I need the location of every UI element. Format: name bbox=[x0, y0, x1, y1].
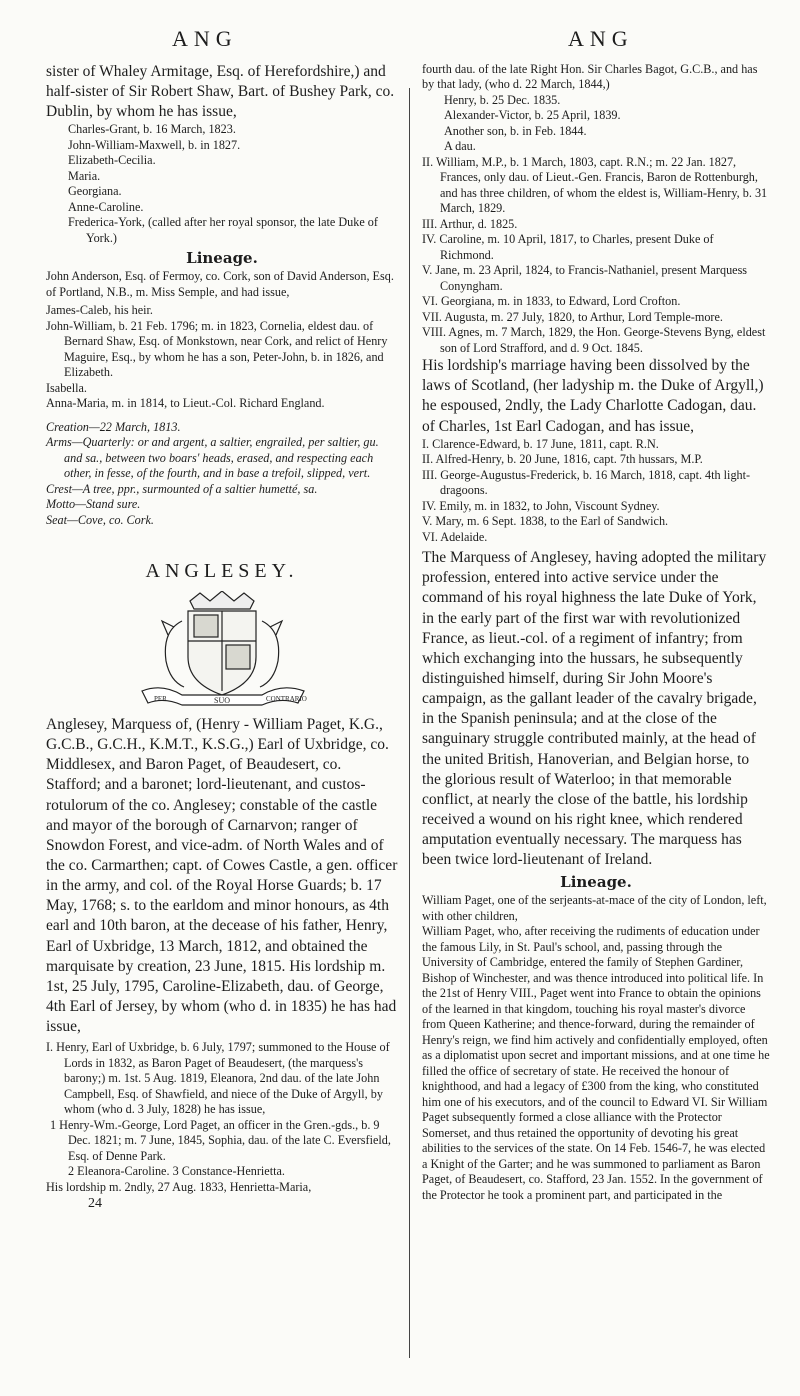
issue-entry: I. Henry, Earl of Uxbridge, b. 6 July, 1797; summoned to the House of Lords in 1832, as Baron Paget of Beaudesert, (the marquess's barony;) m. 1st. 5 Aug. 1819, Eleanora, 2nd dau. of the late John Campbell, Esq. of Shawfield, and niece of the Duke of Argyll, by whom (who d. 3 July, 1828) he has issue, bbox=[46, 1040, 390, 1117]
lineage-heading: Lineage. bbox=[186, 249, 258, 268]
left-column bbox=[46, 62, 398, 1213]
motto-line: Motto—Stand sure. bbox=[46, 497, 141, 512]
running-head-right: ANG bbox=[568, 26, 634, 51]
list-item: Another son, b. in Feb. 1844. bbox=[444, 123, 587, 138]
career-paragraph: The Marquess of Anglesey, having adopted the military profession, entered into active service under the command of his royal highness the late Duke of York, in the early part of the first war with revolutionized France, as lieut.-col. of a regiment of infantry; from which exchanging into the hussars, he subsequently distinguished himself, during Sir John Moore's campaign, as the gallant leader of the cavalry brigade, in the Spanish peninsula; and at the close of the sanguinary struggle contributed mainly, at the head of the united British, Hanoverian, and Belgian horse, to the glorious result of Waterloo; in that memorable conflict, at nearly the close of the battle, his lordship received a wound on his right knee, which rendered amputation eventually necessary. The marquess has been twice lord-lieutenant of Ireland. bbox=[422, 549, 767, 869]
arms-line: Arms—Quarterly: or and argent, a saltier, engrailed, per saltier, gu. and sa., between two boars' heads, erased, and respecting each other, in fesse, of the fourth, and in base a trefoil, slipped, vert. bbox=[46, 435, 379, 481]
issue-sub-entry: 2 Eleanora-Caroline. 3 Constance-Henrietta. bbox=[68, 1164, 285, 1179]
column-divider bbox=[409, 88, 410, 1358]
list-item: VI. Adelaide. bbox=[422, 529, 488, 544]
list-item: Alexander-Victor, b. 25 April, 1839. bbox=[444, 108, 621, 123]
motto-word-left: PER bbox=[154, 695, 167, 704]
list-item: Anne-Caroline. bbox=[68, 199, 144, 214]
seat-line: Seat—Cove, co. Cork. bbox=[46, 512, 154, 527]
continuation-children bbox=[422, 93, 770, 155]
lineage-paragraph: William Paget, who, after receiving the rudiments of education under the famous Lily, in St. Paul's school, and, passing through the University of Cambridge, entered the family of Stephen Gardiner, Bishop of Winchester, and was thence introduced into political life. In the 21st of Henry VIII., Paget went into France to obtain the opinions of the learned in that kingdom, touching his royal master's divorce from Queen Katherine; and thence-forward, during the remainder of Henry's reign, we find him actively and confidentially employed, often as a diplomatist upon secret and important missions, and at one time he filled the office of secretary of state. He received the honour of knighthood, and had a legacy of £300 from the king, who constituted him one of his executors, and of the council to Edward VI. Sir William Paget subsequently formed a close alliance with the Protector Somerset, and thus retained the opportunity of devoting his great abilities to the services of the state. On 14 Feb. 1546-7, he was elected a Knight of the Garter; and he was summoned to parliament as Baron Paget, of Beaudesert, co. Stafford, 23 Jan. 1552. In the government of the Protector he took a prominent part, and participated in the bbox=[422, 924, 770, 1202]
second-marriage-paragraph: His lordship's marriage having been dissolved by the laws of Scotland, (her ladyship m. the Duke of Argyll,) he espoused, 2ndly, the Lady Charlotte Cadogan, dau. of Charles, 1st Earl Cadogan, and has issue, bbox=[422, 357, 764, 435]
crown-icon bbox=[190, 591, 254, 609]
list-item: Isabella. bbox=[46, 380, 87, 395]
list-item: IV. Emily, m. in 1832, to John, Viscount Sydney. bbox=[422, 498, 660, 513]
list-item: V. Jane, m. 23 April, 1824, to Francis-Nathaniel, present Marquess Conyngham. bbox=[422, 263, 748, 293]
issue-continuation: His lordship m. 2ndly, 27 Aug. 1833, Henrietta-Maria, bbox=[46, 1179, 312, 1194]
list-item: VI. Georgiana, m. in 1833, to Edward, Lord Crofton. bbox=[422, 294, 681, 309]
children-list bbox=[46, 303, 398, 411]
list-item: Elizabeth-Cecilia. bbox=[68, 153, 156, 168]
list-item: II. Alfred-Henry, b. 20 June, 1816, capt. 7th hussars, M.P. bbox=[422, 452, 703, 467]
list-item: III. Arthur, d. 1825. bbox=[422, 216, 518, 231]
anglesey-main-paragraph: Anglesey, Marquess of, (Henry - William Paget, K.G., G.C.B., G.C.H., K.M.T., K.S.G.,) Earl of Uxbridge, co. Middlesex, and Baron Paget, of Beaudesert, co. Stafford; and a baronet; lord-lieutenant, and custos-rotulorum of the co. Anglesey; constable of the castle and mayor of the borough of Carnarvon; ranger of Snowdon Forest, and vice-adm. of North Wales and of the co. Carmarthen; capt. of Cowes Castle, a gen. officer in the army, and col. of the Royal Horse Guards; b. 17 May, 1768; s. to the earldom and minor honours, as 4th earl and 10th baron, at the decease of his father, Henry, Earl of Uxbridge, 13 March, 1812, and obtained the marquisate by creation, 23 June, 1815. His lordship m. 1st, 25 July, 1795, Caroline-Elizabeth, dau. of George, 4th Earl of Jersey, by whom (who d. in 1835) he has had issue, bbox=[46, 716, 398, 1036]
list-item: Maria. bbox=[68, 168, 101, 183]
list-item: I. Clarence-Edward, b. 17 June, 1811, capt. R.N. bbox=[422, 436, 659, 451]
list-item: VIII. Agnes, m. 7 March, 1829, the Hon. George-Stevens Byng, eldest son of Lord Strafford, and d. 9 Oct. 1845. bbox=[422, 325, 766, 355]
coat-of-arms-illustration bbox=[122, 591, 322, 709]
crest-line: Crest—A tree, ppr., surmounted of a saltier humetté, sa. bbox=[46, 481, 318, 496]
heraldry-block bbox=[46, 420, 398, 528]
list-item: IV. Caroline, m. 10 April, 1817, to Charles, present Duke of Richmond. bbox=[422, 232, 714, 262]
creation-line: Creation—22 March, 1813. bbox=[46, 419, 181, 434]
right-column bbox=[422, 62, 770, 1203]
list-item: John-William, b. 21 Feb. 1796; m. in 1823, Cornelia, eldest dau. of Bernard Shaw, Esq. of Monkstown, near Cork, and relict of Henry Maguire, Esq., by whom he has a son, Peter-John, b. in 1826, and Elizabeth. bbox=[46, 318, 388, 380]
list-item: James-Caleb, his heir. bbox=[46, 303, 153, 318]
first-issue-block bbox=[46, 1040, 398, 1213]
motto-word-right: CONTRARIO bbox=[266, 695, 307, 704]
supporter-left-icon bbox=[165, 621, 184, 687]
section-title: ANGLESEY. bbox=[145, 560, 299, 583]
continuation-paragraph: fourth dau. of the late Right Hon. Sir Charles Bagot, G.C.B., and has by that lady, (who d. 22 March, 1844,) bbox=[422, 62, 758, 92]
issue-sub-entry: 1 Henry-Wm.-George, Lord Paget, an officer in the Gren.-gds., b. 9 Dec. 1821; m. 7 June, 1845, Sophia, dau. of the late C. Eversfield, Esq. of Denne Park. bbox=[50, 1117, 391, 1163]
supporter-right-icon bbox=[260, 621, 279, 687]
intro-paragraph: sister of Whaley Armitage, Esq. of Herefordshire,) and half-sister of Sir Robert Shaw, Bart. of Bushey Park, co. Dublin, by whom he has issue, bbox=[46, 63, 395, 121]
page-number: 24 bbox=[88, 1196, 102, 1212]
list-item: II. William, M.P., b. 1 March, 1803, capt. R.N.; m. 22 Jan. 1827, Frances, only dau. of Lieut.-Gen. Francis, Baron de Rottenburgh, and has three children, of whom the eldest is, William-Henry, b. 31 March, 1829. bbox=[422, 154, 768, 216]
list-item: Georgiana. bbox=[68, 184, 122, 199]
issue-list-first-marriage bbox=[422, 155, 770, 356]
list-item: Charles-Grant, b. 16 March, 1823. bbox=[68, 122, 236, 137]
running-head-left: ANG bbox=[172, 26, 238, 51]
lineage-paragraph: William Paget, one of the serjeants-at-mace of the city of London, left, with other children, bbox=[422, 893, 767, 923]
list-item: VII. Augusta, m. 27 July, 1820, to Arthur, Lord Temple-more. bbox=[422, 309, 723, 324]
list-item: John-William-Maxwell, b. in 1827. bbox=[68, 137, 241, 152]
issue-list-second-marriage bbox=[422, 437, 770, 545]
list-item: III. George-Augustus-Frederick, b. 16 March, 1818, capt. 4th light-dragoons. bbox=[422, 467, 751, 498]
list-item: Henry, b. 25 Dec. 1835. bbox=[444, 92, 561, 107]
list-item: Anna-Maria, m. in 1814, to Lieut.-Col. Richard England. bbox=[46, 396, 325, 411]
motto-word-mid: SUO bbox=[214, 696, 231, 706]
issue-list bbox=[46, 122, 398, 246]
list-item: A dau. bbox=[444, 139, 476, 154]
list-item: Frederica-York, (called after her royal sponsor, the late Duke of York.) bbox=[68, 215, 378, 245]
lineage-heading: Lineage. bbox=[560, 873, 632, 892]
lineage-paragraph: John Anderson, Esq. of Fermoy, co. Cork, son of David Anderson, Esq. of Portland, N.B., m. Miss Semple, and had issue, bbox=[46, 269, 394, 299]
list-item: V. Mary, m. 6 Sept. 1838, to the Earl of Sandwich. bbox=[422, 514, 669, 529]
